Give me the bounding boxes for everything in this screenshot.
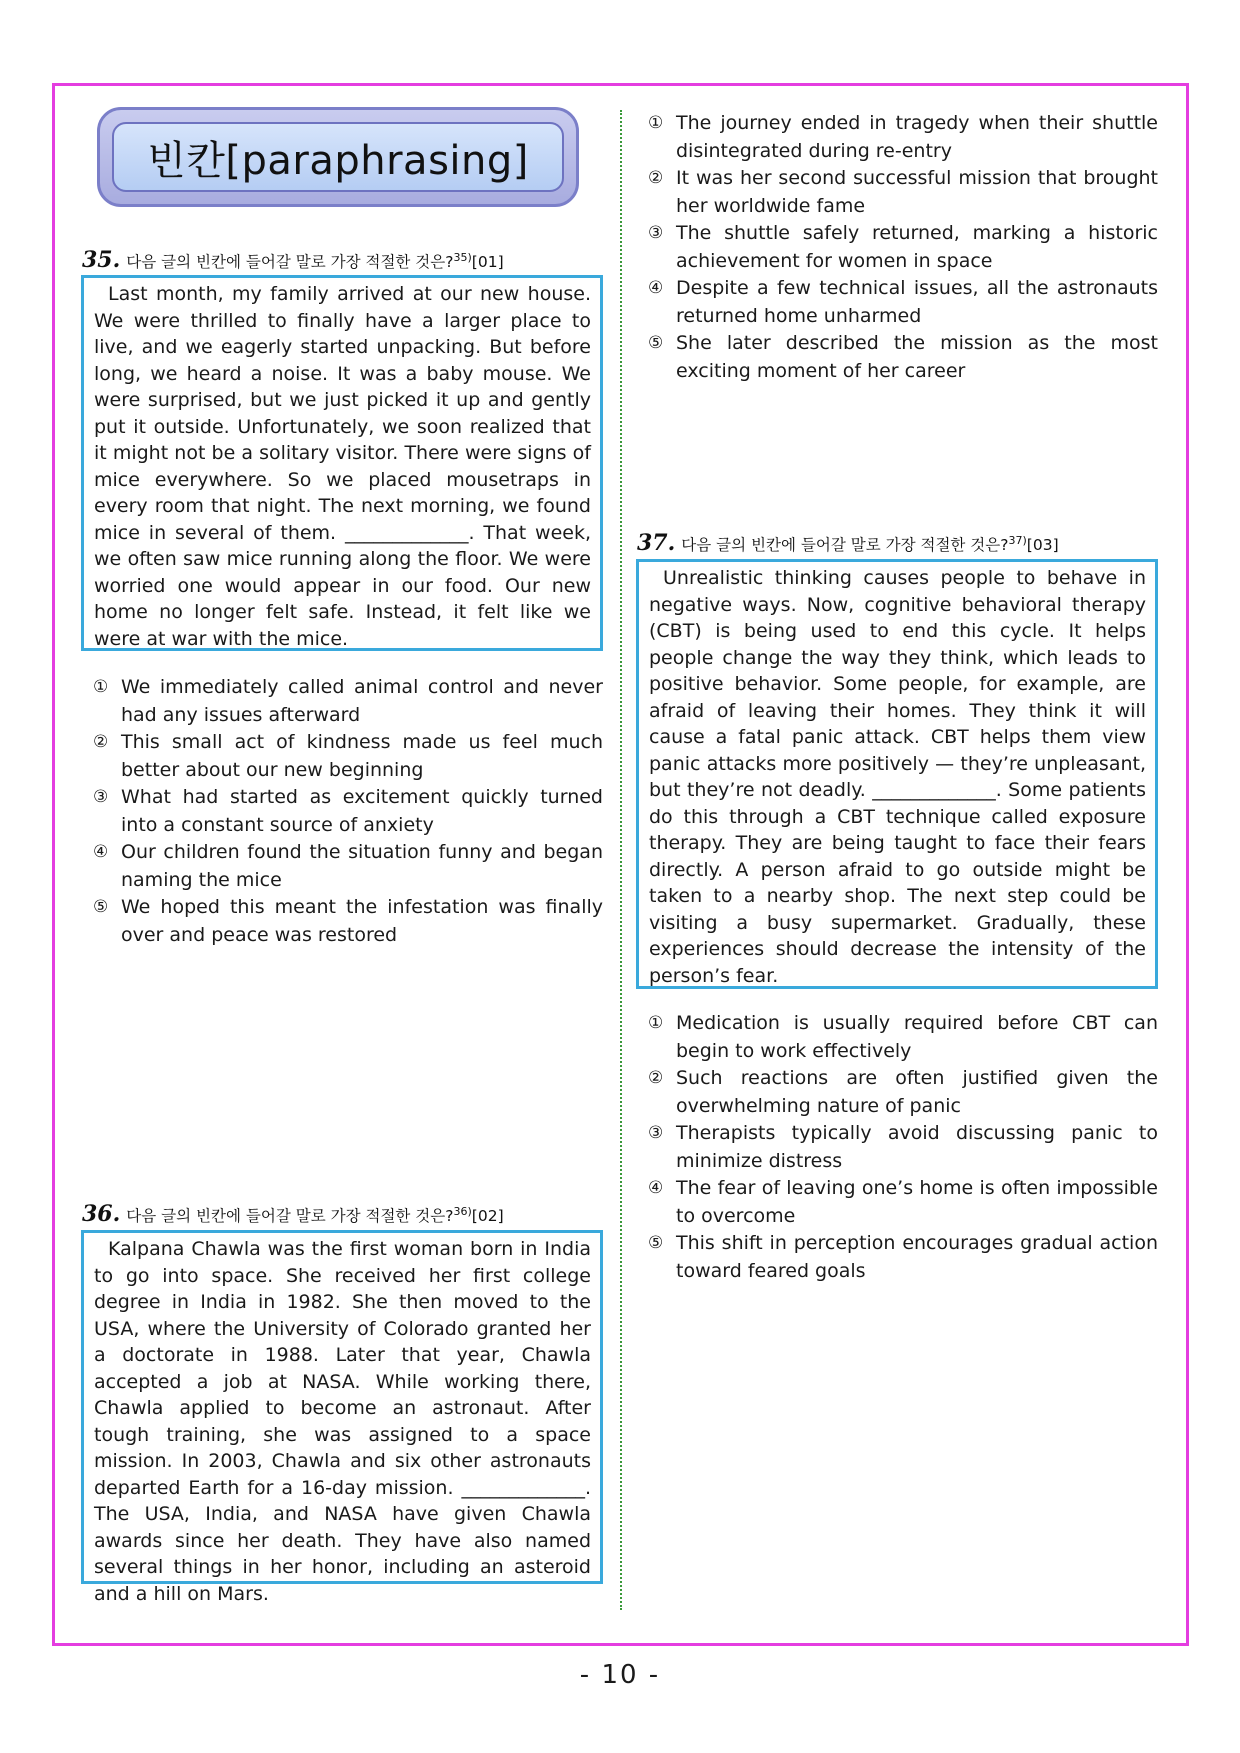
question-code: [02] xyxy=(471,1207,504,1225)
choice-mark: ① xyxy=(648,113,664,133)
question-ref: 36) xyxy=(453,1204,472,1218)
question-code: [01] xyxy=(471,253,504,271)
question-instruction: 다음 글의 빈칸에 들어갈 말로 가장 적절한 것은? xyxy=(126,1207,454,1225)
choice-1[interactable] xyxy=(93,674,603,729)
choice-text: We immediately called animal control and never had any issues afterward xyxy=(121,676,603,726)
column-divider xyxy=(620,110,622,1610)
choice-mark: ② xyxy=(93,732,109,752)
choice-text: This shift in perception encourages gradual action toward feared goals xyxy=(676,1232,1158,1282)
choice-5[interactable] xyxy=(648,330,1158,385)
choice-mark: ② xyxy=(648,1068,664,1088)
choice-text: This small act of kindness made us feel much better about our new beginning xyxy=(121,731,603,781)
choice-text: The shuttle safely returned, marking a historic achievement for women in space xyxy=(676,222,1158,272)
choice-text: It was her second successful mission that brought her worldwide fame xyxy=(676,167,1158,217)
choice-mark: ② xyxy=(648,168,664,188)
question-instruction: 다음 글의 빈칸에 들어갈 말로 가장 적절한 것은? xyxy=(126,253,454,271)
question-36-passage: Kalpana Chawla was the first woman born in India to go into space. She received her first college degree in India in 1982. She then moved to the USA, where the University of Colorado granted her a doctorate in 1988. Later that year, Chawla accepted a job at NASA. While working there, Chawla applied to become an astronaut. After tough training, she was assigned to a space mission. In 2003, Chawla and six other astronauts departed Earth for a 16-day mission. _____________. The USA, India, and NASA have given Chawla awards since her death. They have also named several things in her honor, including an asteroid and a hill on Mars. xyxy=(81,1230,603,1584)
section-title: 빈칸[paraphrasing] xyxy=(147,137,529,184)
question-36-choices xyxy=(648,110,1158,385)
choice-5[interactable] xyxy=(93,894,603,949)
choice-mark: ③ xyxy=(648,223,664,243)
choice-text: Such reactions are often justified given the overwhelming nature of panic xyxy=(676,1067,1158,1117)
choice-3[interactable] xyxy=(648,220,1158,275)
choice-mark: ④ xyxy=(648,1178,664,1198)
choice-4[interactable] xyxy=(648,275,1158,330)
choice-2[interactable] xyxy=(648,165,1158,220)
section-title-inner xyxy=(112,122,564,192)
question-37-passage: Unrealistic thinking causes people to behave in negative ways. Now, cognitive behavioral therapy (CBT) is being used to end this cycle. It helps people change the way they think, which leads to positive behavior. Some people, for example, are afraid of leaving their homes. They think it will cause a fatal panic attack. CBT helps them view panic attacks more positively — they’re unpleasant, but they’re not deadly. _____________. Some patients do this through a CBT technique called exposure therapy. They are being taught to face their fears directly. A person afraid to go outside might be taken to a nearby shop. The next step could be visiting a busy supermarket. Gradually, these experiences should decrease the intensity of the person’s fear. xyxy=(636,559,1158,989)
section-title-badge xyxy=(97,107,579,207)
choice-4[interactable] xyxy=(648,1175,1158,1230)
choice-mark: ④ xyxy=(93,842,109,862)
choice-text: She later described the mission as the most exciting moment of her career xyxy=(676,332,1158,382)
choice-1[interactable] xyxy=(648,110,1158,165)
choice-3[interactable] xyxy=(648,1120,1158,1175)
question-code: [03] xyxy=(1026,536,1059,554)
choice-text: The journey ended in tragedy when their shuttle disintegrated during re-entry xyxy=(676,112,1158,162)
choice-text: What had started as excitement quickly turned into a constant source of anxiety xyxy=(121,786,603,836)
choice-mark: ① xyxy=(93,677,109,697)
choice-mark: ⑤ xyxy=(648,1233,664,1253)
question-36-header xyxy=(82,1201,504,1227)
choice-5[interactable] xyxy=(648,1230,1158,1285)
question-ref: 37) xyxy=(1008,533,1027,547)
question-ref: 35) xyxy=(453,250,472,264)
question-instruction: 다음 글의 빈칸에 들어갈 말로 가장 적절한 것은? xyxy=(681,536,1009,554)
choice-mark: ① xyxy=(648,1013,664,1033)
choice-text: Our children found the situation funny and began naming the mice xyxy=(121,841,603,891)
choice-2[interactable] xyxy=(648,1065,1158,1120)
choice-mark: ③ xyxy=(648,1123,664,1143)
choice-mark: ⑤ xyxy=(93,897,109,917)
choice-text: We hoped this meant the infestation was finally over and peace was restored xyxy=(121,896,603,946)
page-number: - 10 - xyxy=(579,1660,661,1690)
question-35-choices xyxy=(93,674,603,949)
question-37-header xyxy=(637,530,1059,556)
question-37-choices xyxy=(648,1010,1158,1285)
choice-mark: ⑤ xyxy=(648,333,664,353)
choice-4[interactable] xyxy=(93,839,603,894)
question-35-passage: Last month, my family arrived at our new house. We were thrilled to finally have a larger place to live, and we eagerly started unpacking. But before long, we heard a noise. It was a baby mouse. We were surprised, but we just picked it up and gently put it outside. Unfortunately, we soon realized that it might not be a solitary visitor. There were signs of mice everywhere. So we placed mousetraps in every room that night. The next morning, we found mice in several of them. _____________. That week, we often saw mice running along the floor. We were worried one would appear in our food. Our new home no longer felt safe. Instead, it felt like we were at war with the mice. xyxy=(81,275,603,651)
choice-mark: ③ xyxy=(93,787,109,807)
question-35-header xyxy=(82,247,504,273)
question-number: 35. xyxy=(82,247,121,273)
question-number: 37. xyxy=(637,530,676,556)
choice-text: Medication is usually required before CBT can begin to work effectively xyxy=(676,1012,1158,1062)
question-number: 36. xyxy=(82,1201,121,1227)
choice-text: Therapists typically avoid discussing panic to minimize distress xyxy=(676,1122,1158,1172)
choice-text: The fear of leaving one’s home is often impossible to overcome xyxy=(676,1177,1158,1227)
choice-text: Despite a few technical issues, all the astronauts returned home unharmed xyxy=(676,277,1158,327)
choice-1[interactable] xyxy=(648,1010,1158,1065)
choice-mark: ④ xyxy=(648,278,664,298)
choice-3[interactable] xyxy=(93,784,603,839)
choice-2[interactable] xyxy=(93,729,603,784)
